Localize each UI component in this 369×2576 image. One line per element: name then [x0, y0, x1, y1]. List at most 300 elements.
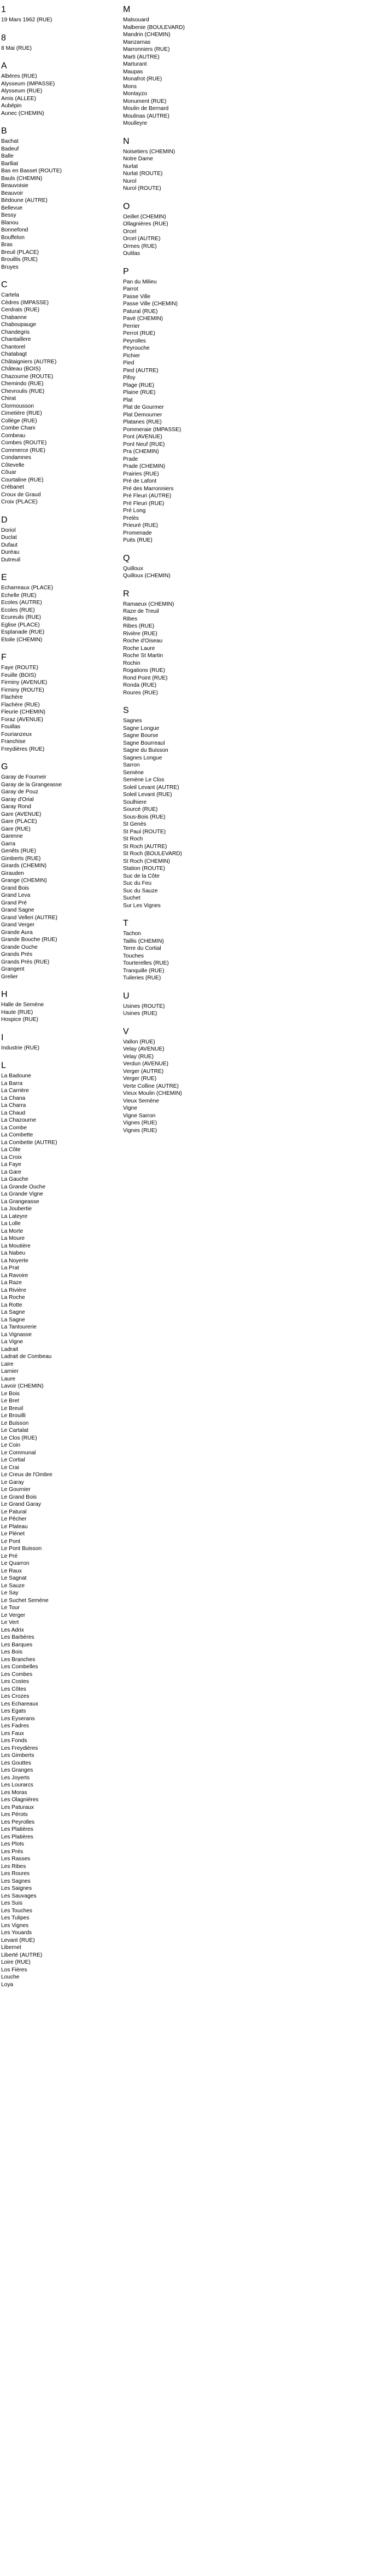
street-link[interactable]: La Badoune — [1, 1073, 31, 1079]
street-link[interactable]: Le Gournier — [1, 1487, 31, 1493]
street-link[interactable]: Plage (RUE) — [123, 382, 155, 388]
street-link[interactable]: St Roch (AUTRE) — [123, 843, 167, 850]
street-link[interactable]: Le Tour — [1, 1605, 20, 1611]
street-link[interactable]: Soleil Levant (AUTRE) — [123, 784, 179, 791]
street-link[interactable]: Usines (ROUTE) — [123, 1003, 165, 1009]
street-link[interactable]: Velay (RUE) — [123, 1053, 154, 1060]
street-link[interactable]: La Combette — [1, 1132, 33, 1138]
street-link[interactable]: Suc du Feu — [123, 880, 152, 886]
street-link[interactable]: Chantaillere — [1, 336, 31, 343]
street-link[interactable]: Les Gimberts — [1, 1753, 34, 1759]
street-link[interactable]: La Vignasse — [1, 1331, 32, 1338]
street-link[interactable]: Nurlat — [123, 163, 138, 170]
street-link[interactable]: Le Pont Buisson — [1, 1546, 42, 1552]
street-link[interactable]: Grande Aura — [1, 929, 33, 936]
street-link[interactable]: Pifoy — [123, 375, 136, 381]
street-link[interactable]: Sur Les Vignes — [123, 902, 161, 909]
street-link[interactable]: Moulinas (AUTRE) — [123, 113, 169, 119]
street-link[interactable]: Croux de Graud — [1, 491, 41, 498]
street-link[interactable]: Combe Chani — [1, 425, 36, 431]
street-link[interactable]: Sagnes — [123, 718, 142, 724]
street-link[interactable]: Grande Bouche (RUE) — [1, 937, 57, 943]
street-link[interactable]: Feuille (BOIS) — [1, 672, 36, 678]
street-link[interactable]: La Morte — [1, 1228, 24, 1234]
street-link[interactable]: Les Eyserans — [1, 1715, 35, 1722]
street-link[interactable]: Verdun (AVENUE) — [123, 1061, 169, 1067]
street-link[interactable]: Cerdrats (RUE) — [1, 307, 40, 313]
street-link[interactable]: La Lolle — [1, 1221, 21, 1227]
street-link[interactable]: Hospice (RUE) — [1, 1017, 38, 1023]
street-link[interactable]: Vignes (RUE) — [123, 1120, 157, 1126]
street-link[interactable]: Côtevelle — [1, 462, 25, 468]
street-link[interactable]: Les Egats — [1, 1708, 26, 1714]
street-link[interactable]: Rochin — [123, 660, 140, 666]
street-link[interactable]: Les Peyrolles — [1, 1819, 35, 1825]
street-link[interactable]: Fleurie (CHEMIN) — [1, 709, 45, 715]
street-link[interactable]: Marronniers (RUE) — [123, 47, 170, 53]
street-link[interactable]: Condamnes — [1, 455, 31, 461]
street-link[interactable]: Echarreaux (PLACE) — [1, 585, 54, 591]
street-link[interactable]: Le Clos (RUE) — [1, 1435, 37, 1441]
street-link[interactable]: Combeau — [1, 432, 26, 439]
street-link[interactable]: Chantorel — [1, 344, 26, 350]
street-link[interactable]: Les Bois — [1, 1649, 23, 1655]
street-link[interactable]: Les Gouttes — [1, 1760, 31, 1766]
street-link[interactable]: Laure — [1, 1376, 16, 1382]
street-link[interactable]: Tuileries (RUE) — [123, 975, 161, 981]
street-link[interactable]: Mons — [123, 83, 137, 90]
street-link[interactable]: Verger (AUTRE) — [123, 1068, 164, 1075]
street-link[interactable]: Puits (RUE) — [123, 537, 153, 543]
street-link[interactable]: Garra — [1, 840, 16, 847]
street-link[interactable]: Commerce (RUE) — [1, 447, 45, 454]
street-link[interactable]: Monafrot (RUE) — [123, 76, 162, 82]
street-link[interactable]: La Joubertie — [1, 1206, 32, 1212]
street-link[interactable]: Libernet — [1, 1945, 21, 1951]
street-link[interactable]: Garay de Pouz — [1, 789, 38, 795]
street-link[interactable]: Moulleyre — [123, 120, 148, 126]
street-link[interactable]: Le Coin — [1, 1442, 21, 1448]
street-link[interactable]: Les Freydières — [1, 1745, 38, 1751]
street-link[interactable]: Pied — [123, 360, 134, 366]
street-link[interactable]: Genêts (RUE) — [1, 848, 36, 854]
street-link[interactable]: Courtaline (RUE) — [1, 477, 44, 483]
street-link[interactable]: Barlliat — [1, 160, 19, 167]
street-link[interactable]: Loya — [1, 1981, 14, 1988]
street-link[interactable]: Croix (PLACE) — [1, 499, 38, 505]
street-link[interactable]: Les Crozes — [1, 1693, 30, 1699]
street-link[interactable]: La Prat — [1, 1265, 19, 1271]
street-link[interactable]: La Raze — [1, 1280, 22, 1286]
street-link[interactable]: 19 Mars 1962 (RUE) — [1, 17, 52, 23]
street-link[interactable]: Sagne du Buisson — [123, 747, 168, 753]
street-link[interactable]: Haute (RUE) — [1, 1009, 33, 1016]
street-link[interactable]: Verger (RUE) — [123, 1076, 157, 1082]
street-link[interactable]: Fourianzeux — [1, 731, 32, 738]
street-link[interactable]: Verte Colline (AUTRE) — [123, 1083, 179, 1089]
street-link[interactable]: Cartela — [1, 292, 19, 298]
street-link[interactable]: Chatabagt — [1, 351, 27, 357]
street-link[interactable]: Les Barbères — [1, 1634, 34, 1640]
street-link[interactable]: Ecoles (RUE) — [1, 607, 35, 613]
street-link[interactable]: Pra (CHEMIN) — [123, 449, 159, 455]
street-link[interactable]: Semène — [123, 769, 144, 776]
street-link[interactable]: St Roch (CHEMIN) — [123, 858, 171, 865]
street-link[interactable]: Prieuré (RUE) — [123, 523, 158, 529]
street-link[interactable]: Flachère (RUE) — [1, 701, 40, 708]
street-link[interactable]: Clormousson — [1, 403, 34, 409]
street-link[interactable]: Amis (ALLEE) — [1, 95, 36, 102]
street-link[interactable]: Brouillis (RUE) — [1, 257, 38, 263]
street-link[interactable]: La Moutière — [1, 1243, 31, 1249]
street-link[interactable]: Les Roures — [1, 1871, 30, 1877]
street-link[interactable]: Garenne — [1, 833, 23, 839]
street-link[interactable]: Plat de Gourmer — [123, 404, 164, 410]
street-link[interactable]: Malsouard — [123, 17, 149, 23]
street-link[interactable]: Prade (CHEMIN) — [123, 463, 165, 469]
street-link[interactable]: Terre du Cortial — [123, 945, 161, 952]
street-link[interactable]: Le Sagnat — [1, 1575, 27, 1581]
street-link[interactable]: Le Crai — [1, 1464, 19, 1471]
street-link[interactable]: Orcel — [123, 228, 137, 235]
street-link[interactable]: Cimetière (RUE) — [1, 410, 42, 416]
street-link[interactable]: St Roch (BOULEVARD) — [123, 851, 182, 857]
street-link[interactable]: Les Barques — [1, 1641, 33, 1648]
street-link[interactable]: Le Pré — [1, 1553, 18, 1559]
street-link[interactable]: Le Raux — [1, 1568, 22, 1574]
street-link[interactable]: Pied (AUTRE) — [123, 367, 159, 374]
street-link[interactable]: Sagnes Longue — [123, 755, 162, 761]
street-link[interactable]: Grand Velleri (AUTRE) — [1, 914, 58, 921]
street-link[interactable]: Ecureuils (RUE) — [1, 614, 42, 620]
street-link[interactable]: Dufaut — [1, 542, 18, 548]
street-link[interactable]: Laire — [1, 1361, 14, 1367]
street-link[interactable]: Firminy (AVENUE) — [1, 680, 48, 686]
street-link[interactable]: La Grande Vigne — [1, 1191, 43, 1197]
street-link[interactable]: La Lateyre — [1, 1213, 28, 1220]
street-link[interactable]: Vallon (RUE) — [123, 1038, 155, 1045]
street-link[interactable]: Les Touches — [1, 1907, 33, 1914]
street-link[interactable]: Bédoune (AUTRE) — [1, 198, 48, 204]
street-link[interactable]: Semène Le Clos — [123, 777, 165, 783]
street-link[interactable]: Château (BOIS) — [1, 366, 41, 372]
street-link[interactable]: Prairies (RUE) — [123, 471, 159, 477]
street-link[interactable]: Fouillas — [1, 724, 21, 730]
street-link[interactable]: Passe Ville (CHEMIN) — [123, 301, 178, 307]
street-link[interactable]: Le Plateau — [1, 1523, 28, 1530]
street-link[interactable]: Pré Fleuri (RUE) — [123, 500, 165, 507]
street-link[interactable]: Bras — [1, 242, 13, 248]
street-link[interactable]: Les Prés — [1, 1848, 24, 1855]
street-link[interactable]: Orcel (AUTRE) — [123, 236, 161, 242]
street-link[interactable]: Manzarnas — [123, 39, 151, 45]
street-link[interactable]: La Croix — [1, 1154, 22, 1161]
street-link[interactable]: Le Pont — [1, 1538, 21, 1545]
street-link[interactable]: La Rotte — [1, 1302, 22, 1308]
street-link[interactable]: Sagne Bourse — [123, 733, 159, 739]
street-link[interactable]: Tachon — [123, 931, 141, 937]
street-link[interactable]: Bas en Basset (ROUTE) — [1, 168, 62, 174]
street-link[interactable]: Les Granges — [1, 1767, 33, 1773]
street-link[interactable]: Chemindo (RUE) — [1, 381, 44, 387]
street-link[interactable]: Bouffelon — [1, 234, 25, 241]
street-link[interactable]: La Moure — [1, 1235, 25, 1241]
street-link[interactable]: Soulhiere — [123, 799, 147, 805]
street-link[interactable]: Chazourne (ROUTE) — [1, 373, 54, 380]
street-link[interactable]: Roche St Martin — [123, 653, 163, 659]
street-link[interactable]: Etoile (CHEMIN) — [1, 636, 43, 643]
street-link[interactable]: Bruyes — [1, 264, 19, 270]
street-link[interactable]: Le Say — [1, 1590, 19, 1596]
street-link[interactable]: Ladrait — [1, 1346, 19, 1353]
street-link[interactable]: Le Bret — [1, 1398, 19, 1404]
street-link[interactable]: St Roch — [123, 836, 143, 842]
street-link[interactable]: La Charra — [1, 1103, 26, 1109]
street-link[interactable]: Le Creux de l'Ombre — [1, 1472, 52, 1478]
street-link[interactable]: Le Patural — [1, 1509, 27, 1515]
street-link[interactable]: Franchise — [1, 739, 26, 745]
street-link[interactable]: Larnier — [1, 1368, 19, 1374]
street-link[interactable]: Pont (AVENUE) — [123, 434, 162, 440]
street-link[interactable]: Freydières (RUE) — [1, 746, 45, 752]
street-link[interactable]: Le Garay — [1, 1479, 24, 1486]
street-link[interactable]: Combes (ROUTE) — [1, 440, 47, 446]
street-link[interactable]: Foraz (AVENUE) — [1, 716, 43, 723]
street-link[interactable]: 8 Mai (RUE) — [1, 45, 32, 51]
street-link[interactable]: Los Fières — [1, 1966, 27, 1973]
street-link[interactable]: Dutreuil — [1, 556, 21, 563]
street-link[interactable]: La Barra — [1, 1080, 23, 1087]
street-link[interactable]: Faye (ROUTE) — [1, 665, 38, 671]
street-link[interactable]: La Carrière — [1, 1088, 29, 1094]
street-link[interactable]: Les Echareaux — [1, 1701, 38, 1707]
street-link[interactable]: Quilloux (CHEMIN) — [123, 573, 171, 579]
street-link[interactable]: La Côte — [1, 1147, 21, 1153]
street-link[interactable]: Passe Ville — [123, 293, 151, 300]
street-link[interactable]: Oulilas — [123, 251, 140, 257]
street-link[interactable]: Halle de Semène — [1, 1002, 44, 1008]
street-link[interactable]: Chevroulis (RUE) — [1, 388, 45, 394]
street-link[interactable]: Aubépin — [1, 103, 22, 109]
street-link[interactable]: La Chaud — [1, 1110, 26, 1116]
street-link[interactable]: Grangent — [1, 966, 25, 972]
street-link[interactable]: Station (ROUTE) — [123, 866, 165, 872]
street-link[interactable]: La Nabeu — [1, 1250, 26, 1256]
street-link[interactable]: La Chana — [1, 1095, 26, 1101]
street-link[interactable]: Pan du Milieu — [123, 279, 157, 285]
street-link[interactable]: Soleil Levant (RUE) — [123, 792, 172, 798]
street-link[interactable]: Garay Rond — [1, 804, 31, 810]
street-link[interactable]: La Noyerte — [1, 1257, 28, 1264]
street-link[interactable]: Grand Pré — [1, 900, 27, 906]
street-link[interactable]: Le Quarron — [1, 1560, 30, 1567]
street-link[interactable]: Blanou — [1, 219, 19, 226]
street-link[interactable]: Industrie (RUE) — [1, 1045, 40, 1051]
street-link[interactable]: Bauls (CHEMIN) — [1, 175, 43, 182]
street-link[interactable]: Noisetiers (CHEMIN) — [123, 148, 175, 155]
street-link[interactable]: Perrier — [123, 323, 140, 329]
street-link[interactable]: Pont Neuf (RUE) — [123, 441, 165, 448]
street-link[interactable]: Marturant — [123, 61, 147, 67]
street-link[interactable]: Velay (AVENUE) — [123, 1046, 165, 1052]
street-link[interactable]: Le Communal — [1, 1449, 36, 1456]
street-link[interactable]: Nurol (ROUTE) — [123, 185, 161, 192]
street-link[interactable]: Garay de la Grangeasse — [1, 781, 62, 788]
street-link[interactable]: La Ravoire — [1, 1272, 28, 1279]
street-link[interactable]: Flachère — [1, 694, 23, 700]
street-link[interactable]: Plat Demourner — [123, 411, 162, 418]
street-link[interactable]: Girards (CHEMIN) — [1, 863, 47, 869]
street-link[interactable]: Le Cortial — [1, 1457, 25, 1463]
street-link[interactable]: Le Cartalat — [1, 1428, 28, 1434]
street-link[interactable]: Le Grand Bois — [1, 1494, 37, 1500]
street-link[interactable]: Le Vert — [1, 1620, 19, 1626]
street-link[interactable]: Plaine (RUE) — [123, 390, 156, 396]
street-link[interactable]: Les Platières — [1, 1826, 33, 1832]
street-link[interactable]: Alysseum (RUE) — [1, 88, 43, 94]
street-link[interactable]: Notre Dame — [123, 156, 153, 162]
street-link[interactable]: Bessy — [1, 212, 16, 218]
street-link[interactable]: Les Combelles — [1, 1664, 38, 1670]
street-link[interactable]: Nurol — [123, 178, 137, 184]
street-link[interactable]: Le Suchet Semène — [1, 1597, 49, 1604]
street-link[interactable]: Girauden — [1, 870, 24, 877]
street-link[interactable]: Peyrolles — [123, 338, 146, 344]
street-link[interactable]: Promenade — [123, 530, 152, 536]
street-link[interactable]: Pré Fleuri (AUTRE) — [123, 493, 172, 499]
street-link[interactable]: Pichier — [123, 352, 140, 359]
street-link[interactable]: La Chazourne — [1, 1117, 37, 1123]
street-link[interactable]: Alysseum (IMPASSE) — [1, 80, 55, 87]
street-link[interactable]: Plat — [123, 397, 133, 403]
street-link[interactable]: Bellevue — [1, 205, 23, 211]
street-link[interactable]: Vignes (RUE) — [123, 1127, 157, 1134]
street-link[interactable]: Ecoles (AUTRE) — [1, 600, 42, 606]
street-link[interactable]: Rogations (RUE) — [123, 668, 165, 674]
street-link[interactable]: Perrot (RUE) — [123, 330, 155, 336]
street-link[interactable]: Beauvoisie — [1, 183, 28, 189]
street-link[interactable]: Rond Point (RUE) — [123, 675, 168, 681]
street-link[interactable]: Louche — [1, 1974, 20, 1980]
street-link[interactable]: Les Fadres — [1, 1723, 29, 1729]
street-link[interactable]: Le Grand Garay — [1, 1501, 42, 1507]
street-link[interactable]: Les Fonds — [1, 1738, 27, 1744]
street-link[interactable]: Esplanade (RUE) — [1, 629, 45, 635]
street-link[interactable]: Grands Prés (RUE) — [1, 959, 50, 965]
street-link[interactable]: La Gare — [1, 1169, 21, 1175]
street-link[interactable]: Sarron — [123, 762, 140, 768]
street-link[interactable]: Roche d'Oiseau — [123, 638, 163, 644]
street-link[interactable]: Montayzo — [123, 91, 148, 97]
street-link[interactable]: Loire (RUE) — [1, 1959, 31, 1965]
street-link[interactable]: Monument (RUE) — [123, 98, 167, 105]
street-link[interactable]: Rivière (RUE) — [123, 630, 157, 637]
street-link[interactable]: Les Adrix — [1, 1627, 24, 1633]
street-link[interactable]: Suc de la Côte — [123, 873, 160, 879]
street-link[interactable]: Duclat — [1, 535, 17, 541]
street-link[interactable]: Vigne — [123, 1105, 137, 1111]
street-link[interactable]: Ronda (RUE) — [123, 682, 157, 688]
street-link[interactable]: Taillis (CHEMIN) — [123, 938, 164, 944]
street-link[interactable]: Gare (PLACE) — [1, 819, 37, 825]
street-link[interactable]: Les Sauvages — [1, 1893, 37, 1899]
street-link[interactable]: Pavé (CHEMIN) — [123, 316, 163, 322]
street-link[interactable]: Le Buisson — [1, 1420, 29, 1426]
street-link[interactable]: Les Branches — [1, 1656, 36, 1663]
street-link[interactable]: Les Saignes — [1, 1885, 32, 1892]
street-link[interactable]: Côuar — [1, 469, 16, 475]
street-link[interactable]: Breuil (PLACE) — [1, 249, 39, 256]
street-link[interactable]: Ribes (RUE) — [123, 623, 155, 629]
street-link[interactable]: Les Lourarcs — [1, 1782, 33, 1788]
street-link[interactable]: Firminy (ROUTE) — [1, 687, 44, 693]
street-link[interactable]: Grange (CHEMIN) — [1, 878, 47, 884]
street-link[interactable]: Marti (AUTRE) — [123, 54, 160, 60]
street-link[interactable]: Les Joyerts — [1, 1774, 30, 1781]
street-link[interactable]: Les Platières — [1, 1834, 33, 1840]
street-link[interactable]: Duréau — [1, 549, 20, 555]
street-link[interactable]: Tourterelles (RUE) — [123, 960, 169, 966]
street-link[interactable]: Raze de Treuil — [123, 608, 159, 614]
street-link[interactable]: Pommeraie (IMPASSE) — [123, 426, 181, 433]
street-link[interactable]: Les Paturaux — [1, 1804, 34, 1811]
street-link[interactable]: Les Pérots — [1, 1812, 28, 1818]
street-link[interactable]: Beauvoir — [1, 190, 24, 196]
street-link[interactable]: Touches — [123, 953, 144, 959]
street-link[interactable]: Gimberts (RUE) — [1, 855, 41, 862]
street-link[interactable]: Grand Sagne — [1, 907, 34, 913]
street-link[interactable]: Garay de Fourneir — [1, 774, 46, 780]
street-link[interactable]: La Sagne — [1, 1309, 25, 1315]
street-link[interactable]: Pré de Lafont — [123, 478, 157, 484]
street-link[interactable]: Ramaeux (CHEMIN) — [123, 601, 174, 607]
street-link[interactable]: Pré des Marronniers — [123, 485, 174, 492]
street-link[interactable]: Châtaigniers (AUTRE) — [1, 358, 57, 365]
street-link[interactable]: Grand Verger — [1, 922, 35, 928]
street-link[interactable]: St Paul (ROUTE) — [123, 828, 166, 835]
street-link[interactable]: Les Combes — [1, 1671, 33, 1678]
street-link[interactable]: Balle — [1, 153, 14, 159]
street-link[interactable]: Mandrin (CHEMIN) — [123, 32, 171, 38]
street-link[interactable]: Les Moras — [1, 1789, 27, 1796]
street-link[interactable]: Sagne Longue — [123, 725, 160, 732]
street-link[interactable]: Ladrait de Combeau — [1, 1354, 52, 1360]
street-link[interactable]: Suc du Sauze — [123, 887, 158, 894]
street-link[interactable]: La Vigne — [1, 1339, 24, 1345]
street-link[interactable]: Prelès — [123, 515, 139, 521]
street-link[interactable]: Chandegris — [1, 329, 30, 335]
street-link[interactable]: Le Pêcher — [1, 1516, 27, 1522]
street-link[interactable]: La Sagne — [1, 1316, 25, 1323]
street-link[interactable]: Le Brouilli — [1, 1413, 26, 1419]
street-link[interactable]: Pré Long — [123, 508, 146, 514]
street-link[interactable]: Vieux Moulin (CHEMIN) — [123, 1090, 182, 1096]
street-link[interactable]: Aunec (CHEMIN) — [1, 110, 44, 117]
street-link[interactable]: La Rivière — [1, 1287, 26, 1293]
street-link[interactable]: Ollagnières (RUE) — [123, 221, 168, 227]
street-link[interactable]: Maupas — [123, 68, 143, 75]
street-link[interactable]: Roures (RUE) — [123, 689, 158, 696]
street-link[interactable]: Quilloux — [123, 565, 143, 572]
street-link[interactable]: Les Tulipes — [1, 1915, 30, 1921]
street-link[interactable]: Gare (AVENUE) — [1, 811, 42, 817]
street-link[interactable]: Levant (RUE) — [1, 1937, 35, 1943]
street-link[interactable]: Chabanne — [1, 314, 27, 321]
street-link[interactable]: Parrot — [123, 286, 138, 292]
street-link[interactable]: Le Bois — [1, 1390, 20, 1397]
street-link[interactable]: Suchet — [123, 895, 140, 901]
street-link[interactable]: Les Costes — [1, 1679, 29, 1685]
